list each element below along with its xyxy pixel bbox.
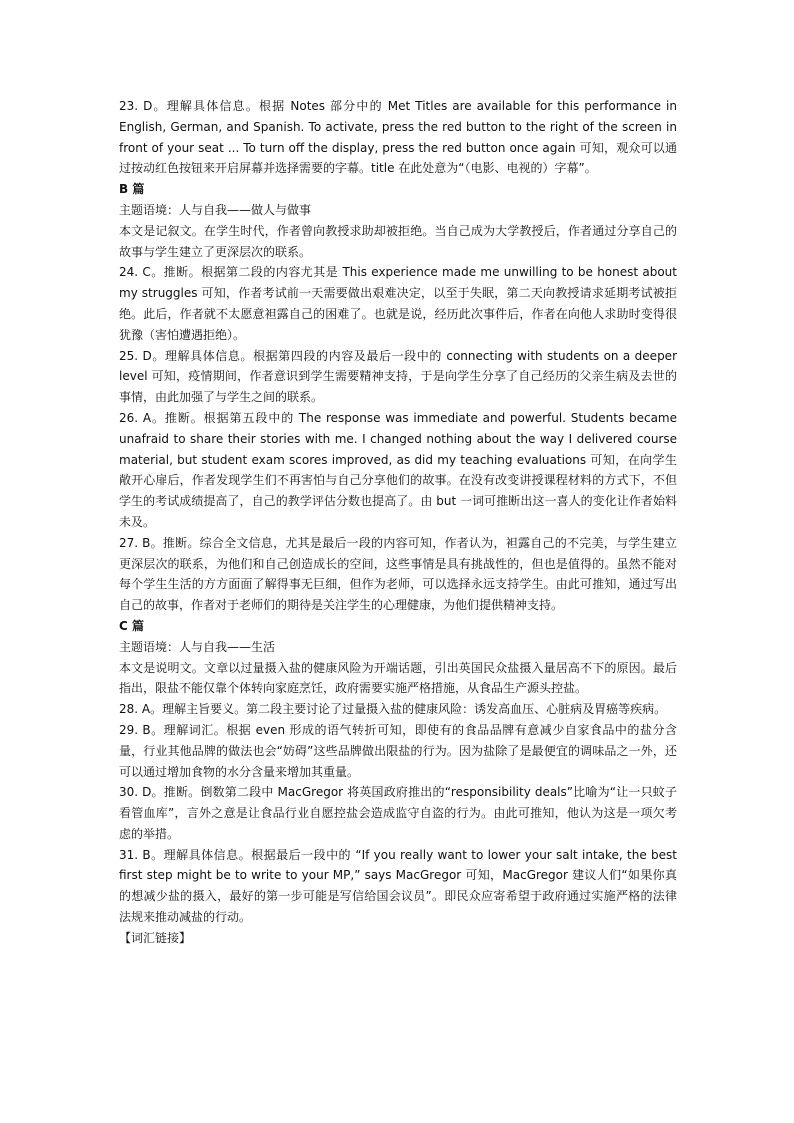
answer-explanation-page — [119, 96, 677, 949]
theme-context-c: 主题语境：人与自我——生活 — [119, 639, 276, 654]
para-q28: 28. A。理解主旨要义。第二段主要讨论了过量摄入盐的健康风险：诱发高血压、心脏病及胃癌等疾病。 — [119, 702, 667, 717]
section-heading-c: C 篇 — [119, 618, 144, 633]
summary-b: 本文是记叙文。在学生时代，作者曾向教授求助却被拒绝。当自己成为大学教授后，作者通过分享自己的故事与学生建立了更深层次的联系。 — [119, 223, 677, 259]
theme-context-b: 主题语境：人与自我——做人与做事 — [119, 202, 312, 217]
para-q25: 25. D。理解具体信息。根据第四段的内容及最后一段中的 connecting with students on a deeper level 可知，疫情期间，作者意识到学生需要精神支持，于是向学生分享了自己经历的父亲生病及去世的事情，由此加强了与学生之间的联系。 — [119, 348, 677, 405]
para-q29: 29. B。理解词汇。根据 even 形成的语气转折可知，即使有的食品品牌有意减少自家食品中的盐分含量，行业其他品牌的做法也会“妨碍”这些品牌做出限盐的行为。因为盐除了是最便宜的调味品之一外，还可以通过增加食物的水分含量来增加其重量。 — [119, 722, 677, 779]
para-q23: 23. D。理解具体信息。根据 Notes 部分中的 Met Titles are available for this performance in English, German, and Spanish. To activate, press the red button to the right of the screen in front of your seat ... To turn off the display, press the red button once again 可知，观众可以通过按动红色按钮来开启屏幕并选择需要的字幕。title 在此处意为“（电影、电视的）字幕”。 — [119, 99, 677, 176]
para-q31: 31. B。理解具体信息。根据最后一段中的 “If you really want to lower your salt intake, the best first step might be to write to your MP,” says MacGregor 可知，MacGregor 建议人们“如果你真的想减少盐的摄入，最好的第一步可能是写信给国会议员”。即民众应寄希望于政府通过实施严格的法律法规来推动减盐的行动。 — [119, 847, 677, 925]
para-q30: 30. D。推断。倒数第二段中 MacGregor 将英国政府推出的“responsibility deals”比喻为“让一只蚊子看管血库”，言外之意是让食品行业自愿控盐会造成监守自盗的行为。由此可推知，他认为这是一项欠考虑的举措。 — [119, 785, 677, 841]
para-q27: 27. B。推断。综合全文信息，尤其是最后一段的内容可知，作者认为，袒露自己的不完美，与学生建立更深层次的联系，为他们和自己创造成长的空间，这些事情是具有挑战性的，但也是值得的。虽然不能对每个学生生活的方方面面了解得事无巨细，但作为老师，可以选择永远支持学生。由此可推知，通过写出自己的故事，作者对于老师们的期待是关注学生的心理健康，为他们提供精神支持。 — [119, 535, 677, 613]
section-heading-b: B 篇 — [119, 182, 145, 197]
para-q24: 24. C。推断。根据第二段的内容尤其是 This experience made me unwilling to be honest about my struggles 可知，作者考试前一天需要做出艰难决定，以至于失眠，第二天向教授请求延期考试被拒绝。此后，作者就不太愿意袒露自己的困难了。也就是说，经历此次事件后，作者在向他人求助时变得很犹豫（害怕遭遇拒绝）。 — [119, 265, 677, 342]
para-q26: 26. A。推断。根据第五段中的 The response was immediate and powerful. Students became unafraid to share their stories with me. I changed nothing about the way I delivered course material, but student exam scores improved, as did my teaching evaluations 可知，在向学生敞开心扉后，作者发现学生们不再害怕与自己分享他们的故事。在没有改变讲授课程材料的方式下，不但学生的考试成绩提高了，自己的教学评估分数也提高了。由 but 一词可推断出这一喜人的变化让作者始料未及。 — [119, 410, 677, 529]
vocabulary-link-heading: 【词汇链接】 — [119, 930, 192, 945]
summary-c: 本文是说明文。文章以过量摄入盐的健康风险为开端话题，引出英国民众盐摄入量居高不下的原因。最后指出，限盐不能仅靠个体转向家庭烹饪，政府需要实施严格措施，从食品生产源头控盐。 — [119, 660, 677, 696]
